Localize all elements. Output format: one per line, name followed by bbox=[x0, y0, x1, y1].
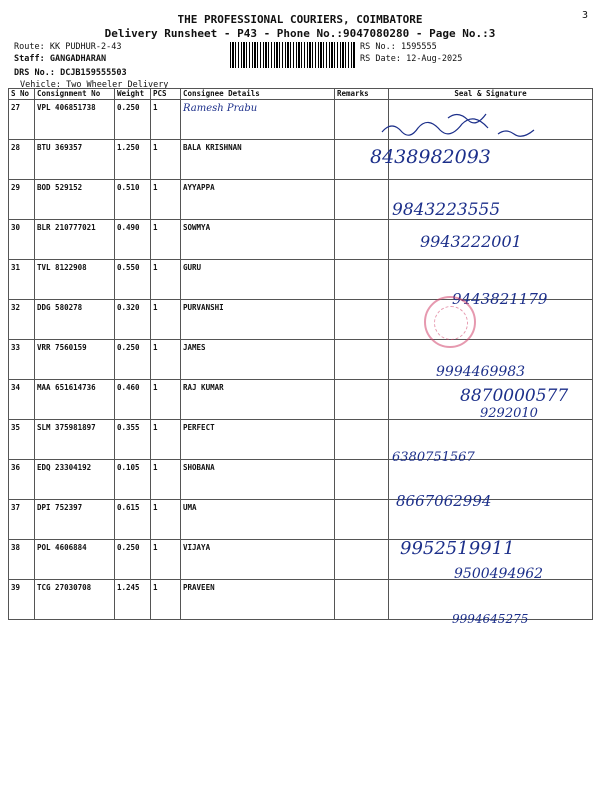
cell-consignee: GURU bbox=[181, 260, 335, 300]
cell-sno: 34 bbox=[9, 380, 35, 420]
cell-consignee: PURVANSHI bbox=[181, 300, 335, 340]
cell-remarks bbox=[335, 460, 389, 500]
cell-remarks bbox=[335, 580, 389, 620]
cell-weight: 0.320 bbox=[115, 300, 151, 340]
cell-consignee: JAMES bbox=[181, 340, 335, 380]
cell-weight: 0.250 bbox=[115, 100, 151, 140]
cell-sno: 35 bbox=[9, 420, 35, 460]
cell-pcs: 1 bbox=[151, 460, 181, 500]
signature-phone-36: 8667062994 bbox=[396, 492, 492, 510]
cell-consignment: BTU 369357 bbox=[35, 140, 115, 180]
cell-weight: 0.550 bbox=[115, 260, 151, 300]
cell-consignment: DDG 580278 bbox=[35, 300, 115, 340]
cell-remarks bbox=[335, 220, 389, 260]
cell-remarks bbox=[335, 300, 389, 340]
col-header-consignment: Consignment No bbox=[35, 89, 115, 100]
drs-line bbox=[14, 67, 168, 79]
table-row bbox=[9, 140, 593, 180]
cell-pcs: 1 bbox=[151, 300, 181, 340]
cell-pcs: 1 bbox=[151, 260, 181, 300]
page-number: 3 bbox=[581, 10, 588, 21]
cell-weight: 0.250 bbox=[115, 340, 151, 380]
signature-phone-33: 9994469983 bbox=[436, 364, 526, 380]
cell-consignee: UMA bbox=[181, 500, 335, 540]
cell-consignee: RAJ KUMAR bbox=[181, 380, 335, 420]
cell-remarks bbox=[335, 420, 389, 460]
seal-stamp bbox=[424, 296, 476, 348]
drs-label: DRS No.: bbox=[14, 68, 55, 78]
rs-date-label: RS Date: bbox=[360, 54, 401, 64]
vehicle-label: Vehicle: bbox=[20, 80, 61, 90]
table-header-row bbox=[9, 89, 593, 100]
cell-pcs: 1 bbox=[151, 500, 181, 540]
cell-weight: 1.245 bbox=[115, 580, 151, 620]
col-header-sno: S No bbox=[9, 89, 35, 100]
runsheet-subtitle: Delivery Runsheet - P43 - Phone No.:9047080280 - Page No.:3 bbox=[104, 27, 496, 40]
cell-remarks bbox=[335, 540, 389, 580]
cell-sno: 27 bbox=[9, 100, 35, 140]
cell-consignee: PERFECT bbox=[181, 420, 335, 460]
signature-phone-35: 6380751567 bbox=[392, 450, 475, 465]
meta-right bbox=[360, 41, 462, 65]
cell-sno: 31 bbox=[9, 260, 35, 300]
cell-sno: 29 bbox=[9, 180, 35, 220]
rs-date-line bbox=[360, 53, 462, 65]
cell-pcs: 1 bbox=[151, 420, 181, 460]
cell-weight: 0.105 bbox=[115, 460, 151, 500]
cell-pcs: 1 bbox=[151, 180, 181, 220]
table-row bbox=[9, 420, 593, 460]
cell-consignment: TVL 8122908 bbox=[35, 260, 115, 300]
staff-value: GANGADHARAN bbox=[49, 54, 107, 64]
col-header-weight: Weight bbox=[115, 89, 151, 100]
cell-sno: 36 bbox=[9, 460, 35, 500]
cell-sno: 38 bbox=[9, 540, 35, 580]
cell-consignee: BALA KRISHNAN bbox=[181, 140, 335, 180]
route-line bbox=[14, 41, 168, 53]
cell-consignment: VRR 7560159 bbox=[35, 340, 115, 380]
cell-pcs: 1 bbox=[151, 220, 181, 260]
route-label: Route: bbox=[14, 42, 45, 52]
vehicle-value: Two Wheeler Delivery bbox=[66, 80, 169, 90]
cell-pcs: 1 bbox=[151, 340, 181, 380]
company-title: THE PROFESSIONAL COURIERS, COIMBATORE bbox=[177, 13, 423, 26]
cell-remarks bbox=[335, 500, 389, 540]
cell-consignee: VIJAYA bbox=[181, 540, 335, 580]
drs-value: DCJB159555503 bbox=[60, 68, 127, 78]
col-header-signature: Seal & Signature bbox=[389, 89, 593, 100]
col-header-pcs: PCS bbox=[151, 89, 181, 100]
signature-phone-39: 9994645275 bbox=[452, 612, 529, 626]
signature-phone-28: 8438982093 bbox=[370, 146, 491, 168]
cell-weight: 0.460 bbox=[115, 380, 151, 420]
staff-label: Staff: bbox=[14, 54, 45, 64]
col-header-consignee: Consignee Details bbox=[181, 89, 335, 100]
meta-left bbox=[14, 41, 168, 91]
cell-consignment: VPL 406851738 bbox=[35, 100, 115, 140]
barcode bbox=[230, 42, 355, 68]
cell-pcs: 1 bbox=[151, 540, 181, 580]
cell-weight: 0.250 bbox=[115, 540, 151, 580]
route-value: KK PUDHUR-2-43 bbox=[49, 42, 122, 52]
signature-phone-34: 8870000577 bbox=[460, 386, 569, 406]
signature-phone-32: 9443821179 bbox=[452, 290, 548, 308]
rs-no-value: 1595555 bbox=[400, 42, 437, 52]
cell-consignment: DPI 752397 bbox=[35, 500, 115, 540]
signature-scribble-27 bbox=[378, 104, 558, 144]
rs-no-line bbox=[360, 41, 462, 53]
cell-weight: 0.490 bbox=[115, 220, 151, 260]
cell-remarks bbox=[335, 380, 389, 420]
cell-consignment: MAA 651614736 bbox=[35, 380, 115, 420]
cell-consignee: AYYAPPA bbox=[181, 180, 335, 220]
signature-phone-30: 9943222001 bbox=[420, 232, 522, 251]
cell-pcs: 1 bbox=[151, 140, 181, 180]
signature-phone-37: 9952519911 bbox=[400, 538, 515, 559]
cell-pcs: 1 bbox=[151, 100, 181, 140]
table-row bbox=[9, 460, 593, 500]
cell-weight: 0.510 bbox=[115, 180, 151, 220]
cell-sno: 33 bbox=[9, 340, 35, 380]
rs-no-label: RS No.: bbox=[360, 42, 396, 52]
cell-sno: 37 bbox=[9, 500, 35, 540]
cell-consignment: SLM 375981897 bbox=[35, 420, 115, 460]
table-row bbox=[9, 180, 593, 220]
signature-phone-38: 9500494962 bbox=[454, 566, 544, 582]
cell-consignment: EDQ 23304192 bbox=[35, 460, 115, 500]
cell-sno: 30 bbox=[9, 220, 35, 260]
cell-weight: 0.615 bbox=[115, 500, 151, 540]
cell-consignee-handwritten: Ramesh Prabu bbox=[181, 100, 335, 140]
cell-consignee: SOWMYA bbox=[181, 220, 335, 260]
cell-remarks bbox=[335, 260, 389, 300]
cell-consignment: BOD 529152 bbox=[35, 180, 115, 220]
staff-line bbox=[14, 53, 168, 65]
cell-consignee: PRAVEEN bbox=[181, 580, 335, 620]
cell-remarks bbox=[335, 180, 389, 220]
signature-phone-34b: 9292010 bbox=[480, 406, 538, 421]
cell-weight: 0.355 bbox=[115, 420, 151, 460]
cell-consignment: BLR 210777021 bbox=[35, 220, 115, 260]
cell-consignee: SHOBANA bbox=[181, 460, 335, 500]
cell-weight: 1.250 bbox=[115, 140, 151, 180]
col-header-remarks: Remarks bbox=[335, 89, 389, 100]
rs-date-value: 12-Aug-2025 bbox=[406, 54, 463, 64]
cell-sno: 39 bbox=[9, 580, 35, 620]
signature-phone-29: 9843223555 bbox=[392, 200, 501, 220]
cell-consignment: POL 4606884 bbox=[35, 540, 115, 580]
cell-remarks bbox=[335, 340, 389, 380]
cell-consignment: TCG 27030708 bbox=[35, 580, 115, 620]
table-row bbox=[9, 500, 593, 540]
cell-sno: 32 bbox=[9, 300, 35, 340]
cell-sno: 28 bbox=[9, 140, 35, 180]
cell-pcs: 1 bbox=[151, 580, 181, 620]
cell-pcs: 1 bbox=[151, 380, 181, 420]
